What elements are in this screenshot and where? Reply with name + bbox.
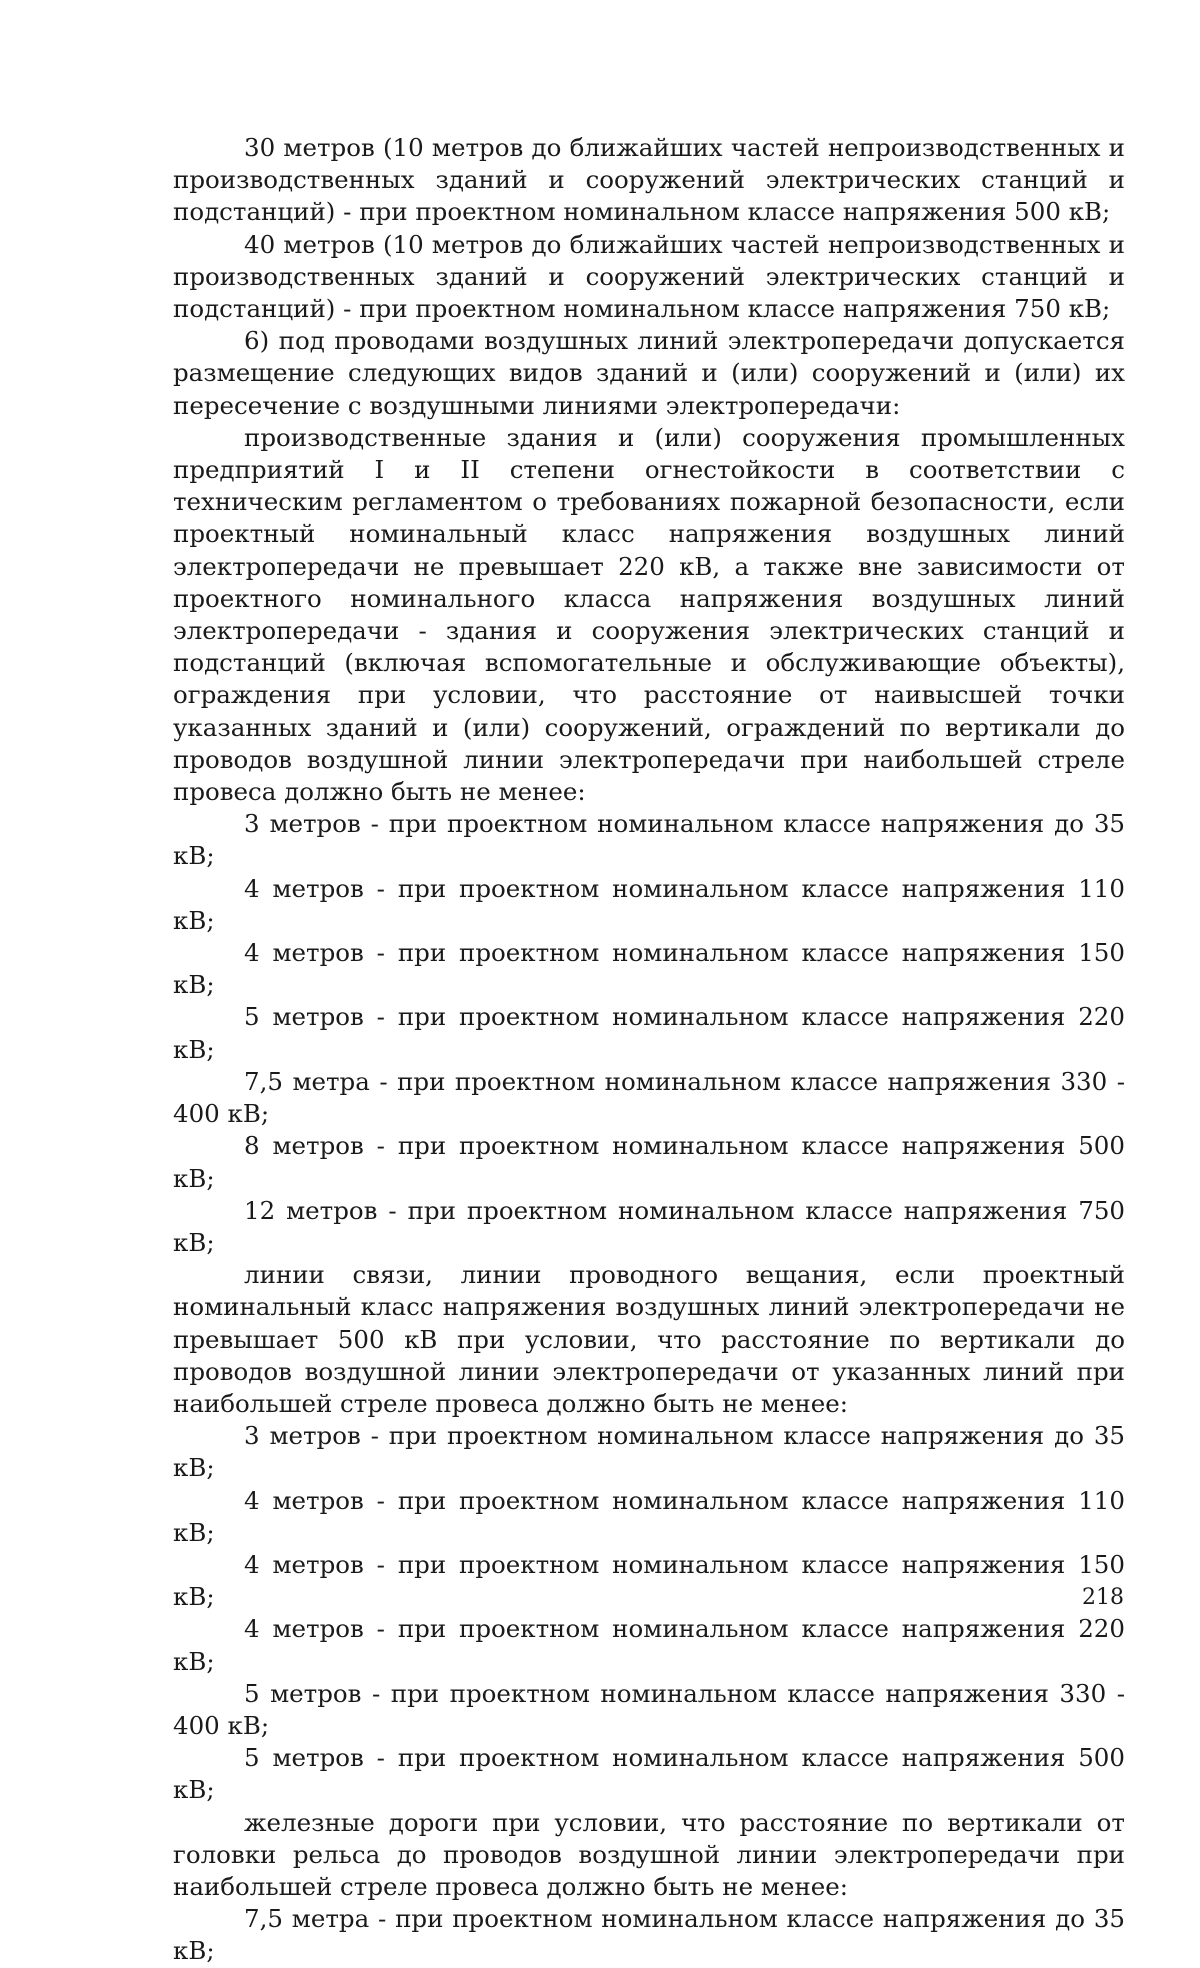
paragraph-7: 4 метров - при проектном номинальном классе напряжения 150 кВ; [173, 938, 1125, 1000]
paragraph-11: 12 метров - при проектном номинальном классе напряжения 750 кВ; [173, 1195, 1125, 1257]
paragraph-19: железные дороги при условии, что расстояние по вертикали от головки рельса до проводов воздушной линии электропередачи при наибольшей стреле провеса должно быть не менее: [173, 1807, 1125, 1901]
paragraph-18: 5 метров - при проектном номинальном классе напряжения 500 кВ; [173, 1743, 1125, 1805]
paragraph-6: 4 метров - при проектном номинальном классе напряжения 110 кВ; [173, 873, 1125, 935]
paragraph-8: 5 метров - при проектном номинальном классе напряжения 220 кВ; [173, 1002, 1125, 1064]
paragraph-2: 40 метров (10 метров до ближайших частей непроизводственных и производственных зданий и сооружений электрических станций и подстанций) - при проектном номинальном классе напряжения 750 кВ; [173, 229, 1125, 324]
paragraph-16: 4 метров - при проектном номинальном классе напряжения 220 кВ; [173, 1614, 1125, 1676]
paragraph-15: 4 метров - при проектном номинальном классе напряжения 150 кВ; [173, 1549, 1125, 1612]
paragraph-4: производственные здания и (или) сооружения промышленных предприятий I и II степени огнестойкости в соответствии с техническим регламентом о требованиях пожарной безопасности, если проектный номинальный класс напряжения воздушных линий электропередачи не превышает 220 кВ, а также вне зависимости от проектного номинального класса напряжения воздушных линий электропередачи - здания и сооружения электрических станций и подстанций (включая вспомогательные и обслуживающие объекты), ограждения при условии, что расстояние от наивысшей точки указанных зданий и (или) сооружений, ограждений по вертикали до проводов воздушной линии электропередачи при наибольшей стреле провеса должно быть не менее: [173, 422, 1125, 807]
paragraph-1: 30 метров (10 метров до ближайших частей непроизводственных и производственных зданий и сооружений электрических станций и подстанций) - при проектном номинальном классе напряжения 500 кВ; [173, 133, 1125, 227]
paragraph-12: линии связи, линии проводного вещания, если проектный номинальный класс напряжения воздушных линий электропередачи не превышает 500 кВ при условии, что расстояние по вертикали до проводов воздушной линии электропередачи от указанных линий при наибольшей стреле провеса должно быть не менее: [173, 1260, 1125, 1418]
paragraph-10: 8 метров - при проектном номинальном классе напряжения 500 кВ; [173, 1131, 1125, 1193]
document-body [173, 132, 1125, 1968]
paragraph-17: 5 метров - при проектном номинальном классе напряжения 330 - 400 кВ; [173, 1678, 1125, 1740]
paragraph-20: 7,5 метра - при проектном номинальном классе напряжения до 35 кВ; [173, 1904, 1125, 1966]
paragraph-14: 4 метров - при проектном номинальном классе напряжения 110 кВ; [173, 1485, 1125, 1547]
paragraph-9: 7,5 метра - при проектном номинальном классе напряжения 330 - 400 кВ; [173, 1066, 1125, 1129]
page-number: 218 [1082, 1585, 1124, 1610]
paragraph-13: 3 метров - при проектном номинальном классе напряжения до 35 кВ; [173, 1421, 1125, 1483]
paragraph-5: 3 метров - при проектном номинальном классе напряжения до 35 кВ; [173, 809, 1125, 871]
paragraph-3: 6) под проводами воздушных линий электропередачи допускается размещение следующих видов зданий и (или) сооружений и (или) их пересечение с воздушными линиями электропередачи: [173, 326, 1125, 420]
